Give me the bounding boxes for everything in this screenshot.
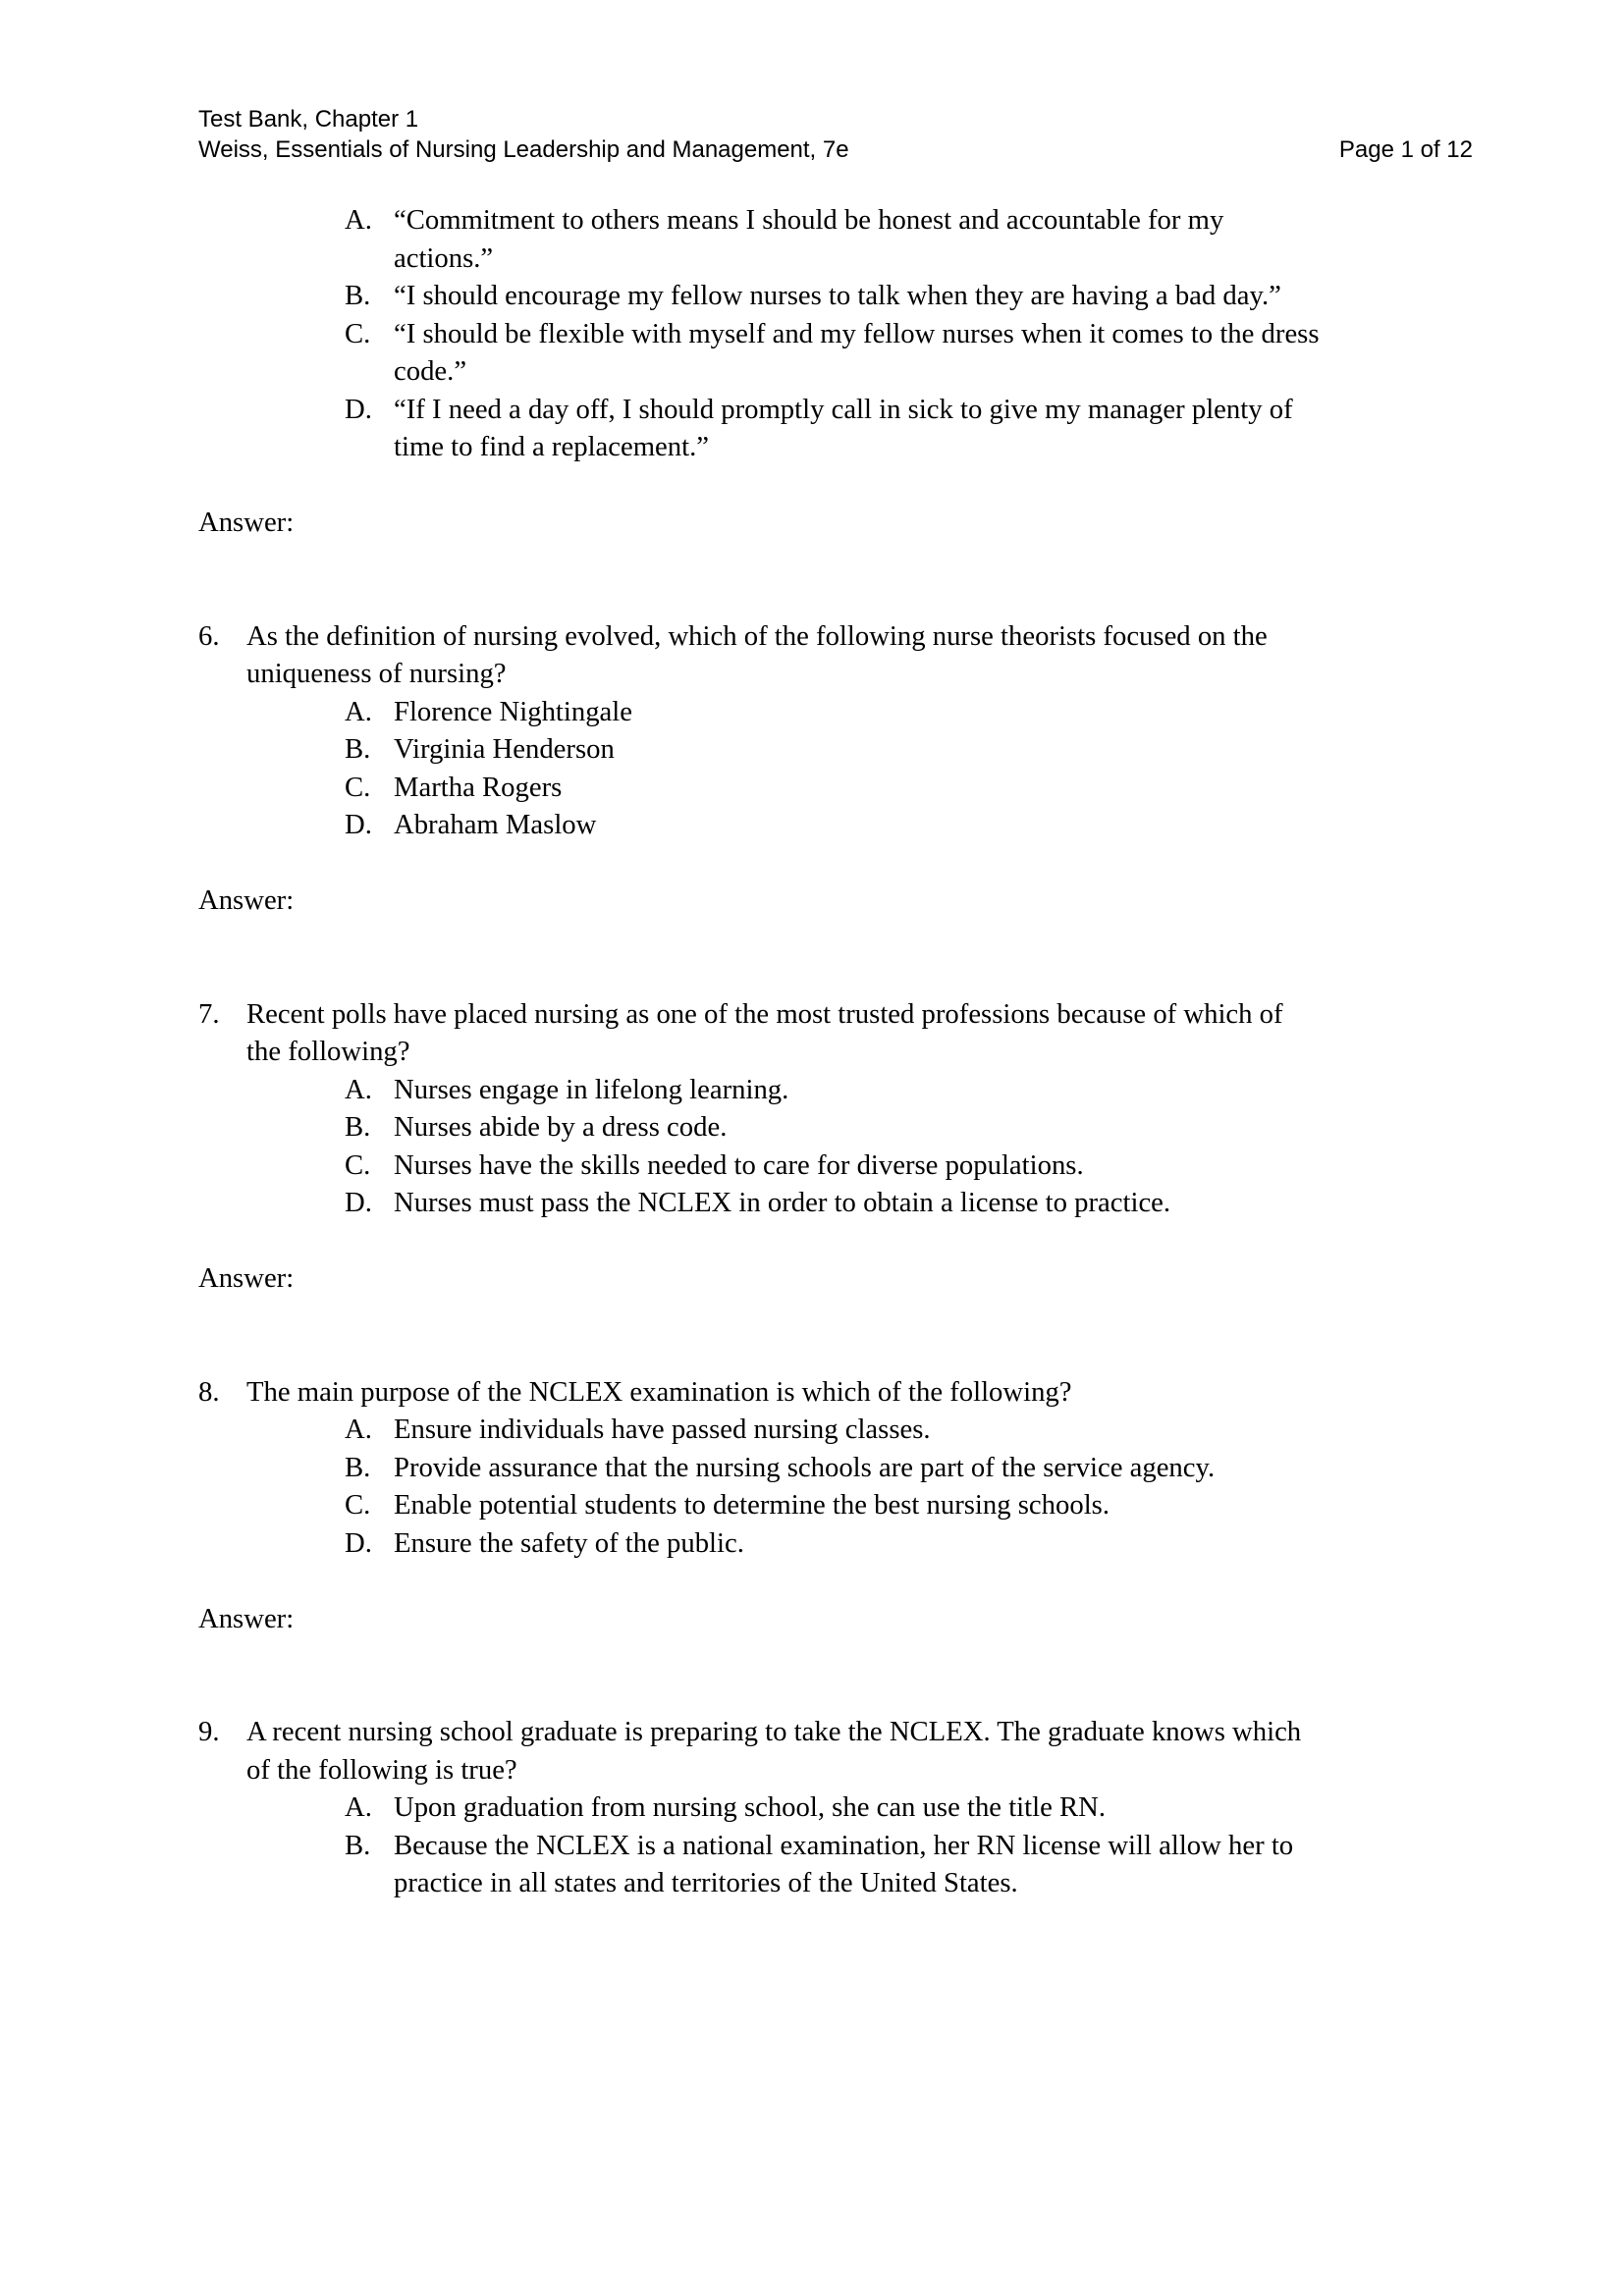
option-text: “I should encourage my fellow nurses to talk when they are having a bad day.” (394, 280, 1281, 311)
option-text: “I should be flexible with myself and my fellow nurses when it comes to the dress (394, 317, 1320, 349)
question-number: 8. (198, 1375, 220, 1408)
option-letter: A. (345, 1073, 372, 1105)
question-text: The main purpose of the NCLEX examination is which of the following? (246, 1375, 1072, 1408)
option-text: Nurses engage in lifelong learning. (394, 1073, 789, 1105)
option-text: actions.” (394, 241, 494, 274)
option-text: Nurses have the skills needed to care for diverse populations. (394, 1148, 1084, 1181)
option-letter: D. (345, 393, 372, 425)
option-text: Martha Rogers (394, 771, 563, 803)
option-letter: D. (345, 809, 372, 840)
option-letter: C. (345, 771, 371, 803)
option-letter: B. (345, 1111, 371, 1143)
option-letter: C. (345, 1148, 371, 1181)
option-letter: D. (345, 1526, 372, 1559)
option-text: Nurses must pass the NCLEX in order to obtain a license to practice. (394, 1187, 1171, 1218)
question-text: of the following is true? (246, 1753, 517, 1786)
question-number: 6. (198, 619, 220, 652)
question-text: Recent polls have placed nursing as one of the most trusted professions because of which of (246, 997, 1283, 1030)
option-text: Ensure individuals have passed nursing classes. (394, 1414, 931, 1445)
question-text: As the definition of nursing evolved, which of the following nurse theorists focused on the (246, 619, 1268, 652)
header-book-title-text: Weiss, Essentials of Nursing Leadership and Management, 7e (198, 136, 849, 163)
option-letter: A. (345, 1414, 372, 1445)
option-text: time to find a replacement.” (394, 431, 709, 462)
option-letter: B. (345, 280, 371, 311)
option-letter: C. (345, 317, 371, 349)
option-text: Enable potential students to determine the best nursing schools. (394, 1489, 1110, 1521)
option-text: Ensure the safety of the public. (394, 1526, 744, 1559)
option-text: Because the NCLEX is a national examination, her RN license will allow her to (394, 1829, 1294, 1861)
option-letter: B. (345, 733, 371, 765)
option-text: Florence Nightingale (394, 695, 632, 727)
header-chapter: Test Bank, Chapter 1 (198, 106, 419, 133)
question-number: 7. (198, 997, 220, 1030)
answer-label: Answer: (198, 1262, 295, 1294)
option-text: code.” (394, 355, 467, 387)
option-letter: C. (345, 1489, 371, 1521)
question-text: uniqueness of nursing? (246, 658, 507, 689)
option-text: Upon graduation from nursing school, she can use the title RN. (394, 1791, 1107, 1823)
option-text: Provide assurance that the nursing schools are part of the service agency. (394, 1451, 1216, 1483)
option-letter: A. (345, 204, 372, 236)
question-text: the following? (246, 1036, 410, 1067)
option-letter: A. (345, 1791, 372, 1823)
question-text: A recent nursing school graduate is preparing to take the NCLEX. The graduate knows which (246, 1716, 1302, 1747)
answer-label: Answer: (198, 507, 295, 538)
question-number: 9. (198, 1716, 220, 1747)
option-letter: D. (345, 1187, 372, 1218)
option-text: Abraham Maslow (394, 809, 597, 840)
answer-label: Answer: (198, 1602, 295, 1634)
header-book-title (198, 138, 1473, 162)
page-number: Page 1 of 12 (1338, 136, 1473, 163)
option-letter: B. (345, 1829, 371, 1861)
option-letter: B. (345, 1451, 371, 1483)
option-letter: A. (345, 695, 372, 727)
option-text: Virginia Henderson (394, 733, 615, 765)
option-text: “Commitment to others means I should be honest and accountable for my (394, 204, 1224, 236)
option-text: Nurses abide by a dress code. (394, 1111, 728, 1143)
option-text: practice in all states and territories of the United States. (394, 1867, 1018, 1898)
option-text: “If I need a day off, I should promptly call in sick to give my manager plenty of (394, 393, 1293, 425)
answer-label: Answer: (198, 884, 295, 916)
